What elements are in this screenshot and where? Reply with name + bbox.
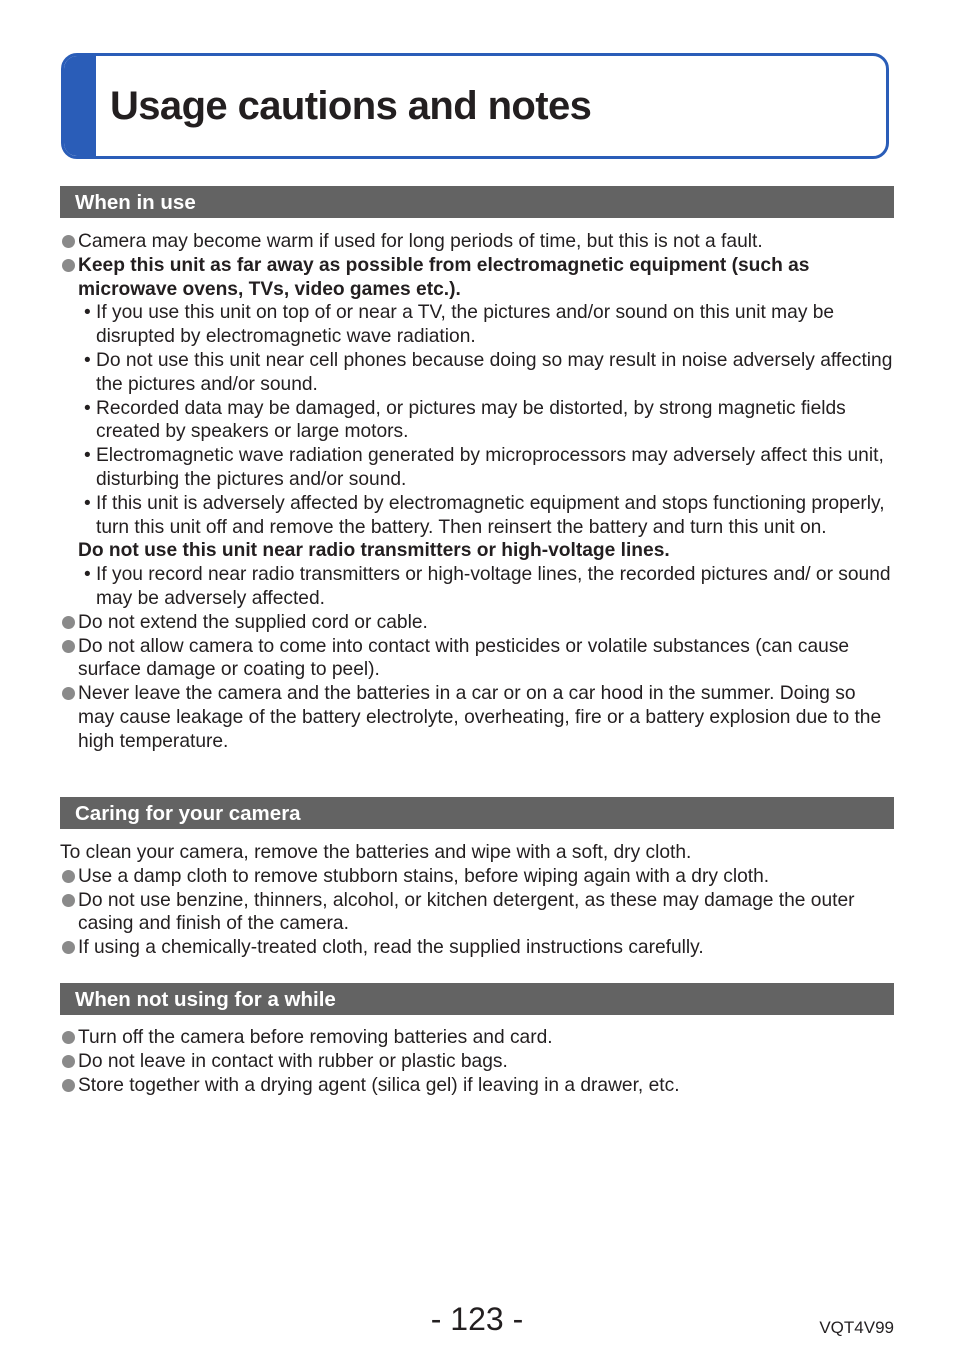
section-body-caring — [60, 841, 894, 960]
list-item — [60, 254, 894, 302]
radio-warning: Do not use this unit near radio transmitters or high-voltage lines. — [78, 540, 670, 562]
title-box — [61, 53, 889, 159]
sub-list-item — [60, 492, 894, 540]
sub-list-item-text: If you record near radio transmitters or high-voltage lines, the recorded pictures and/ or sound may be adversely affected. — [96, 564, 891, 609]
bullet-icon — [62, 894, 75, 907]
bullet-icon — [62, 640, 75, 653]
sub-bullet-icon: • — [84, 492, 91, 514]
sub-list-item — [60, 301, 894, 349]
list-item — [60, 1074, 894, 1098]
sub-bullet-icon: • — [84, 302, 91, 324]
sub-list-item — [60, 349, 894, 397]
list-item — [60, 1050, 894, 1074]
sub-bullet-icon: • — [84, 445, 91, 467]
list-item-text: If using a chemically-treated cloth, read the supplied instructions carefully. — [78, 937, 704, 959]
list-item-text: Do not allow camera to come into contact with pesticides or volatile substances (can cause surface damage or coating to peel). — [78, 635, 850, 681]
section-header-when-in-use: When in use — [60, 186, 894, 218]
list-item-text: Turn off the camera before removing batteries and card. — [78, 1027, 553, 1048]
list-item — [60, 889, 894, 937]
intro-text: To clean your camera, remove the batteries and wipe with a soft, dry cloth. — [60, 842, 692, 863]
sub-bullet-icon: • — [84, 564, 91, 586]
bullet-icon — [62, 1055, 75, 1068]
section-body-when-in-use — [60, 230, 894, 754]
list-item-text: Do not extend the supplied cord or cable. — [78, 611, 428, 633]
list-item-text: Do not leave in contact with rubber or plastic bags. — [78, 1050, 508, 1072]
bullet-icon — [62, 259, 75, 272]
bullet-icon — [62, 1031, 75, 1044]
section-header-not-using: When not using for a while — [60, 983, 894, 1015]
list-item — [60, 865, 894, 889]
sub-bullet-icon: • — [84, 397, 91, 419]
list-item-text: Use a damp cloth to remove stubborn stains, before wiping again with a dry cloth. — [78, 865, 770, 887]
bullet-icon — [62, 687, 75, 700]
title-accent-bar — [64, 56, 96, 156]
bullet-icon — [62, 941, 75, 954]
list-item — [60, 682, 894, 753]
list-item-text: Camera may become warm if used for long periods of time, but this is not a fault. — [78, 231, 763, 252]
list-item — [60, 635, 894, 683]
sub-list-item-text: If you use this unit on top of or near a TV, the pictures and/or sound on this unit may be disrupted by electromagnetic wave radiation. — [96, 302, 835, 348]
list-item — [60, 1026, 894, 1050]
sub-list-item-text: Do not use this unit near cell phones because doing so may result in noise adversely affecting the pictures and/or sound. — [96, 349, 893, 395]
list-item-text: Do not use benzine, thinners, alcohol, or kitchen detergent, as these may damage the outer casing and finish of the camera. — [78, 889, 855, 935]
sub-list-item — [60, 444, 894, 492]
sub-list-item — [60, 397, 894, 445]
bullet-icon — [62, 235, 75, 248]
list-item-text: Never leave the camera and the batteries in a car or on a car hood in the summer. Doing so may cause leakage of the battery electrolyte, overheating, fire or a battery explosion due to the high temperature. — [78, 683, 882, 752]
page-title: Usage cautions and notes — [110, 84, 592, 128]
bullet-icon — [62, 616, 75, 629]
list-item-text: Keep this unit as far away as possible from electromagnetic equipment (such as microwave ovens, TVs, video games etc.). — [78, 254, 810, 300]
sub-list-item-text: If this unit is adversely affected by electromagnetic equipment and stops functioning properly, turn this unit off and remove the battery. Then reinsert the battery and turn this unit on. — [96, 492, 885, 538]
document-code: VQT4V99 — [819, 1318, 894, 1337]
sub-bullet-icon: • — [84, 349, 91, 371]
sub-list-item-text: Recorded data may be damaged, or pictures may be distorted, by strong magnetic fields created by speakers or large motors. — [96, 397, 846, 443]
bullet-icon — [62, 870, 75, 883]
section-body-not-using — [60, 1026, 894, 1097]
list-item — [60, 936, 894, 960]
sub-list-item — [60, 563, 894, 611]
list-item-text: Store together with a drying agent (silica gel) if leaving in a drawer, etc. — [78, 1074, 680, 1096]
list-item — [60, 230, 894, 254]
page-number: - 123 - — [430, 1301, 524, 1337]
section-header-caring: Caring for your camera — [60, 797, 894, 829]
sub-list-item-text: Electromagnetic wave radiation generated by microprocessors may adversely affect this unit, disturbing the pictures and/or sound. — [96, 445, 884, 490]
list-item — [60, 611, 894, 635]
bullet-icon — [62, 1079, 75, 1092]
